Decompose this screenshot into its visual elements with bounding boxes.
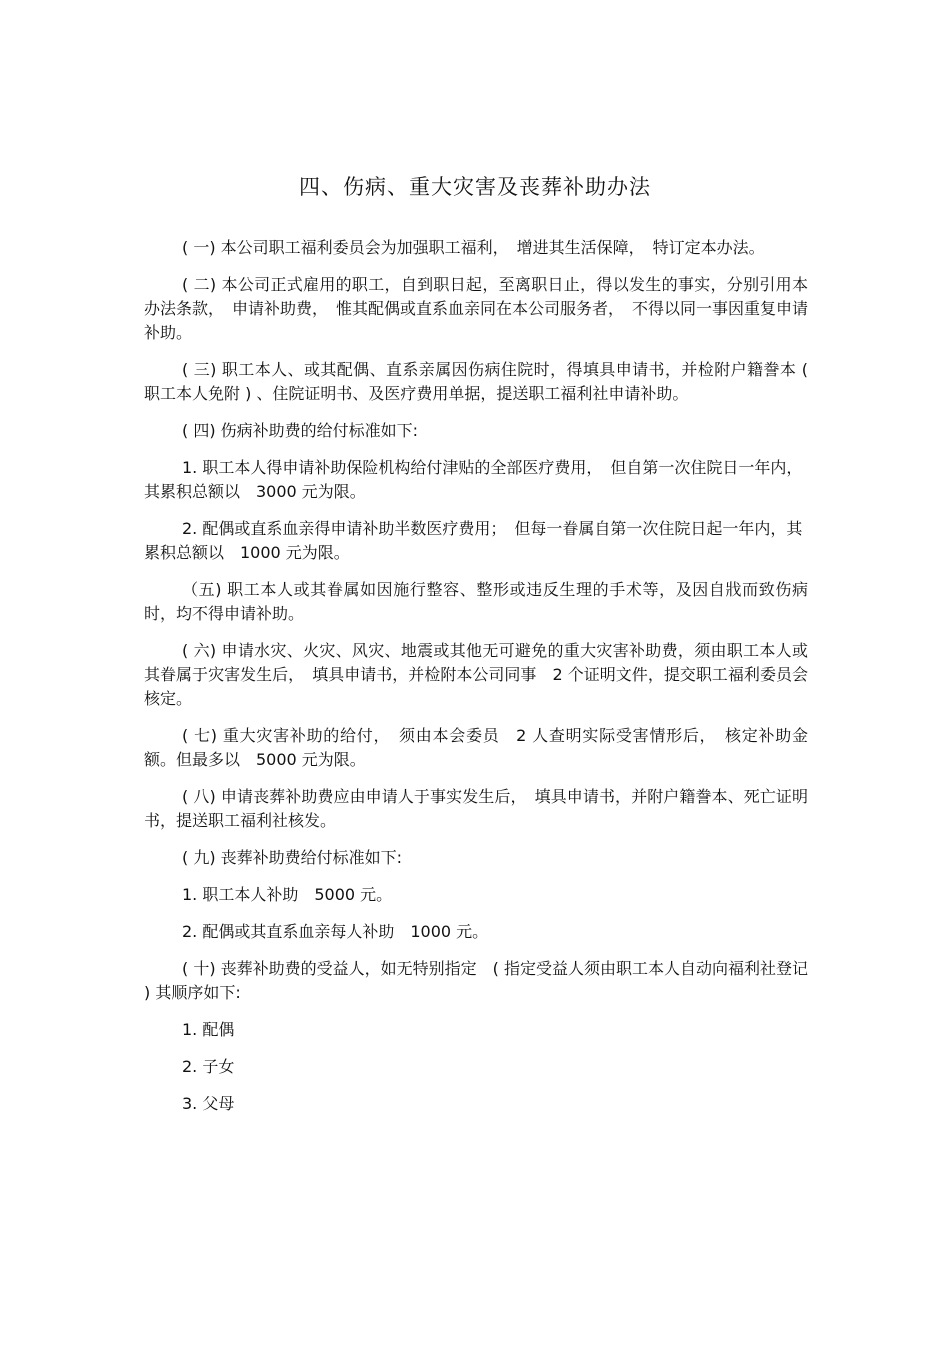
paragraph-6: ( 六) 申请水灾、火灾、风灾、地震或其他无可避免的重大灾害补助费，须由职工本人或其眷属于灾害发生后， 填具申请书，并检附本公司同事 2 个证明文件，提交职工福利委员会核定。 <box>144 641 808 708</box>
document-body <box>144 236 808 1129</box>
paragraph-8: ( 八) 申请丧葬补助费应由申请人于事实发生后， 填具申请书，并附户籍誊本、死亡证明书，提送职工福利社核发。 <box>144 787 808 830</box>
paragraph-4-item-2: 2. 配偶或直系血亲得申请补助半数医疗费用； 但每一眷属自第一次住院日起一年内，其累积总额以 1000 元为限。 <box>144 519 803 562</box>
document-title: 四、伤病、重大灾害及丧葬补助办法 <box>299 175 651 199</box>
paragraph-7: ( 七) 重大灾害补助的给付， 须由本会委员 2 人查明实际受害情形后， 核定补助金额。但最多以 5000 元为限。 <box>144 726 808 769</box>
paragraph-9-item-2: 2. 配偶或其直系血亲每人补助 1000 元。 <box>182 922 489 941</box>
paragraph-1: ( 一) 本公司职工福利委员会为加强职工福利， 增进其生活保障， 特订定本办法。 <box>182 238 765 257</box>
paragraph-3: ( 三) 职工本人、或其配偶、直系亲属因伤病住院时，得填具申请书，并检附户籍誊本 ( 职工本人免附 ) 、住院证明书、及医疗费用单据，提送职工福利社申请补助。 <box>144 360 808 403</box>
paragraph-5: （五) 职工本人或其眷属如因施行整容、整形或违反生理的手术等，及因自戕而致伤病时，均不得申请补助。 <box>144 580 808 623</box>
paragraph-10-item-2: 2. 子女 <box>182 1057 235 1076</box>
paragraph-2: ( 二) 本公司正式雇用的职工，自到职日起，至离职日止，得以发生的事实，分别引用本办法条款， 申请补助费， 惟其配偶或直系血亲同在本公司服务者， 不得以同一事因重复申请补助。 <box>144 275 809 342</box>
paragraph-9-item-1: 1. 职工本人补助 5000 元。 <box>182 885 393 904</box>
paragraph-4: ( 四) 伤病补助费的给付标准如下: <box>182 421 419 440</box>
paragraph-10: ( 十) 丧葬补助费的受益人，如无特别指定 ( 指定受益人须由职工本人自动向福利社登记 ) 其顺序如下: <box>144 959 808 1002</box>
paragraph-9: ( 九) 丧葬补助费给付标准如下: <box>182 848 403 867</box>
paragraph-10-item-3: 3. 父母 <box>182 1094 235 1113</box>
paragraph-10-item-1: 1. 配偶 <box>182 1020 235 1039</box>
paragraph-4-item-1: 1. 职工本人得申请补助保险机构给付津贴的全部医疗费用， 但自第一次住院日一年内，其累积总额以 3000 元为限。 <box>144 458 803 501</box>
